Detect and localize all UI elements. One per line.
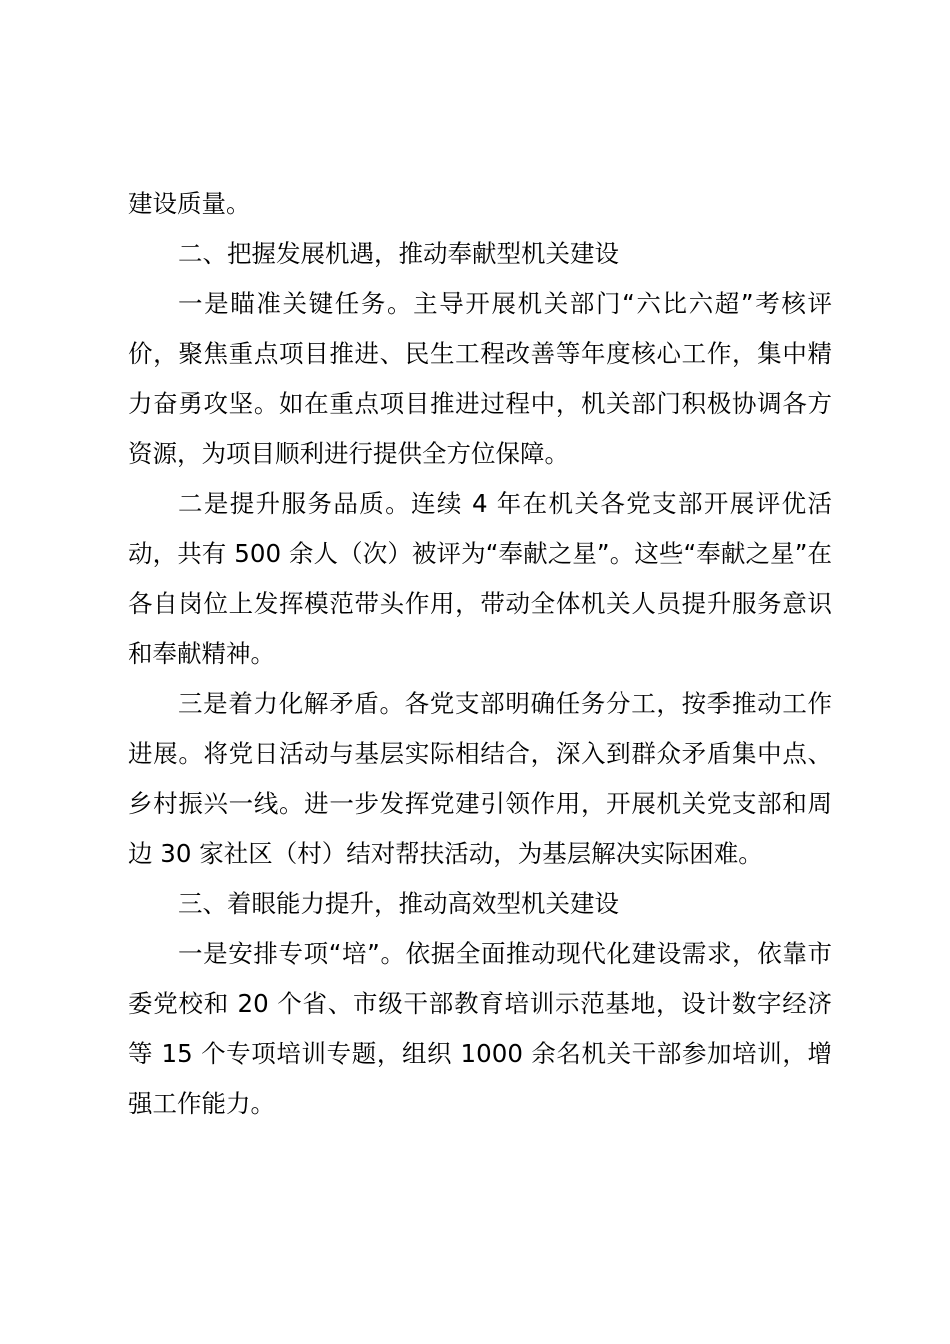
section-heading-2: 二、把握发展机遇，推动奉献型机关建设 (178, 239, 619, 268)
paragraph-continuation: 建设质量。 (128, 189, 251, 218)
paragraph-section-2-item-3: 三是着力化解矛盾。各党支部明确任务分工，按季推动工作进展。将党日活动与基层实际相结合，深入到群众矛盾集中点、乡村振兴一线。进一步发挥党建引领作用，开展机关党支部和周边 30 家社区（村）结对帮扶活动，为基层解决实际困难。 (128, 689, 832, 868)
paragraph-section-3-item-1: 一是安排专项“培”。依据全面推动现代化建设需求，依靠市委党校和 20 个省、市级干部教育培训示范基地，设计数字经济等 15 个专项培训专题，组织 1000 余名机关干部参加培训，增强工作能力。 (128, 939, 832, 1118)
paragraph-section-2-item-2: 二是提升服务品质。连续 4 年在机关各党支部开展评优活动，共有 500 余人（次）被评为“奉献之星”。这些“奉献之星”在各自岗位上发挥模范带头作用，带动全体机关人员提升服务意识和奉献精神。 (128, 489, 832, 668)
document-body (128, 179, 832, 1129)
section-heading-3: 三、着眼能力提升，推动高效型机关建设 (178, 889, 619, 918)
paragraph-section-2-item-1: 一是瞄准关键任务。主导开展机关部门“六比六超”考核评价，聚焦重点项目推进、民生工程改善等年度核心工作，集中精力奋勇攻坚。如在重点项目推进过程中，机关部门积极协调各方资源，为项目顺利进行提供全方位保障。 (128, 289, 832, 468)
